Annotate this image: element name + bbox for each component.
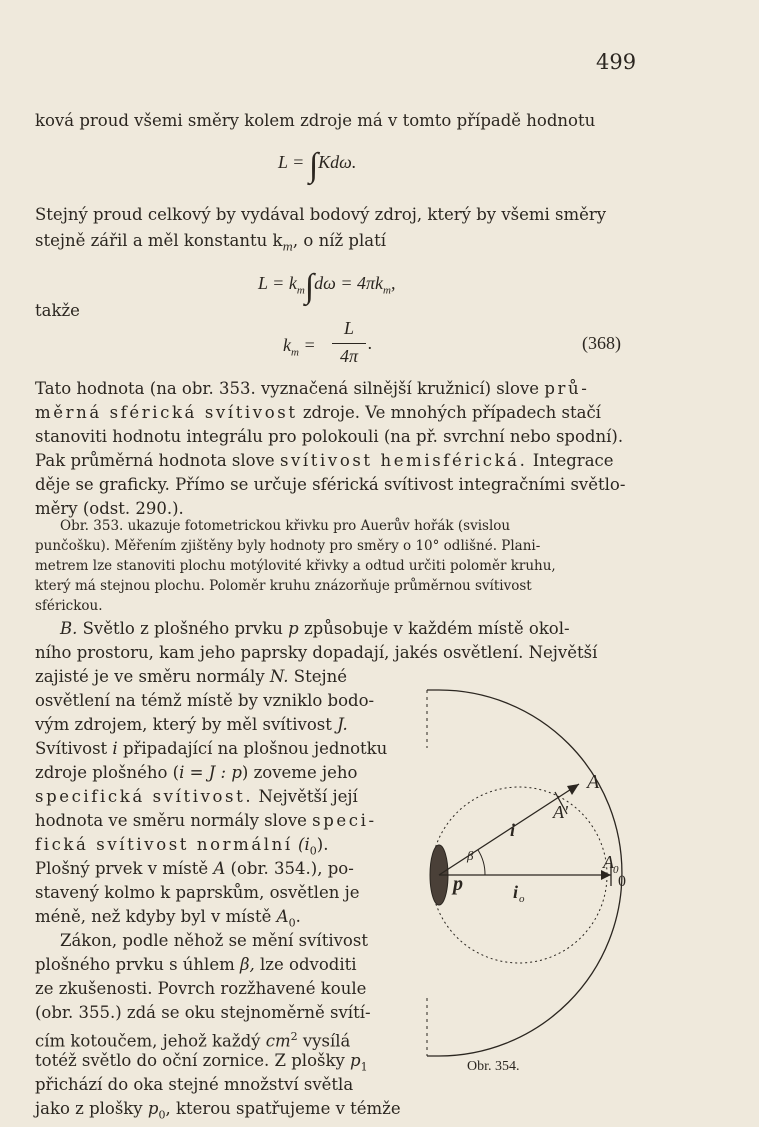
eq1-right: Kdω. (318, 152, 357, 172)
equation-number: (368) (582, 333, 621, 353)
math-var: J. (337, 715, 348, 734)
text-span: vým zdrojem, který by měl svítivost (35, 715, 332, 734)
math-var: N. (269, 667, 289, 686)
subscript: 0 (288, 916, 296, 930)
text-line: ková proud všemi směry kolem zdroje má v tomto případě hodnotu (35, 111, 596, 130)
eq2-end: , (390, 273, 396, 293)
text-line: Stejný proud celkový by vydával bodový zdroj, který by všemi směry (35, 205, 607, 224)
text-span: ). (316, 835, 329, 854)
caption-line: punčošku). Měřením zjištěny byly hodnoty pro směry o 10° odlišné. Plani- (35, 538, 541, 554)
equals: = (298, 335, 316, 355)
text-line (35, 401, 601, 425)
text-line (35, 785, 358, 809)
subscript: m (291, 346, 299, 359)
caption-line: který má stejnou plochu. Poloměr kruhu znázorňuje průměrnou svítivost (35, 578, 532, 594)
text-span: Pak průměrná hodnota slove (35, 451, 275, 470)
math-var: i (112, 739, 118, 758)
text-line (35, 449, 614, 473)
spaced-term: speci- (312, 811, 377, 830)
arrowhead (567, 784, 579, 795)
spaced-term: prů- (544, 379, 590, 398)
math-var: (i (298, 835, 310, 854)
text-line (35, 761, 357, 785)
eq2-left: L = k (258, 273, 297, 293)
fraction-denominator: 4π (339, 346, 359, 366)
caption-line: Obr. 353. ukazuje fotometrickou křivku pro Auerův hořák (svislou (60, 518, 511, 534)
math-expr: i = J : p (179, 763, 242, 782)
text-span: . (295, 907, 301, 926)
text-span: hodnota ve směru normály slove (35, 811, 307, 830)
fraction-bar (332, 343, 366, 344)
math-var: A (276, 907, 289, 926)
integral-sign: ∫ (308, 147, 319, 184)
section-letter: B. (60, 619, 78, 638)
eq3-left: k (283, 335, 291, 355)
text-span: Svítivost (35, 739, 108, 758)
spaced-term: svítivost hemisférická. (279, 451, 528, 470)
text-line: děje se graficky. Přímo se určuje sférická svítivost integračními světlo- (35, 475, 626, 494)
text-span: lze odvoditi (260, 955, 357, 974)
text-span: jako z plošky (35, 1099, 143, 1118)
text-span: stejně zářil a měl konstantu k (35, 231, 283, 250)
text-span: méně, než kdyby byl v místě (35, 907, 272, 926)
math-var: p (147, 1099, 159, 1118)
label-A: A (587, 771, 600, 793)
text-line: (obr. 355.) zdá se oku stejnoměrně svítí- (35, 1003, 371, 1022)
subscript: 1 (360, 1060, 368, 1074)
caption-line: metrem lze stanoviti plochu motýlovité křivky a odtud určiti poloměr kruhu, (35, 558, 556, 574)
label-beta: β (467, 848, 474, 863)
label-i0-sub: o (519, 893, 525, 905)
text-line: ního prostoru, kam jeho paprsky dopadají, jakés osvětlení. Největší (35, 643, 598, 662)
subscript: 0 (158, 1108, 166, 1122)
caption-line: sférickou. (35, 598, 103, 614)
math-var: p (288, 619, 299, 638)
text-span: Stejné (293, 667, 348, 686)
label-zero: 0 (618, 873, 626, 890)
angle-arc (478, 850, 485, 875)
subscript: m (296, 284, 305, 297)
text-line (60, 617, 570, 641)
label-p: p (453, 873, 463, 895)
text-line (35, 857, 354, 881)
text-line: takže (35, 301, 80, 320)
math-var: cm (265, 1031, 291, 1051)
text-span: cím kotoučem, jehož každý (35, 1031, 261, 1051)
subscript: m (382, 284, 391, 297)
text-span: připadající na plošnou jednotku (122, 739, 388, 758)
text-span: zdroje. Ve mnohých případech stačí (302, 403, 601, 422)
text-line: Zákon, podle něhož se mění svítivost (60, 931, 368, 950)
label-i: i (510, 820, 516, 840)
label-A0: A (603, 852, 614, 872)
eq1-left: L = (278, 152, 309, 172)
spaced-term: měrná sférická svítivost (35, 403, 298, 422)
figure-354 (415, 678, 655, 1078)
text-span: Integrace (532, 451, 614, 470)
text-line (35, 229, 386, 259)
text-line (35, 377, 589, 401)
text-line (35, 737, 387, 761)
text-span: plošného prvku s úhlem (35, 955, 235, 974)
subscript: 0 (309, 844, 317, 858)
eq3-dot: . (368, 333, 373, 353)
spaced-term: fická svítivost normální (35, 835, 293, 854)
text-line: přichází do oka stejné množství světla (35, 1075, 354, 1094)
label-A-prime: A' (553, 802, 568, 822)
text-span: (obr. 354.), po- (230, 859, 354, 878)
text-line: osvětlení na témž místě by vzniklo bodo- (35, 691, 375, 710)
text-span: ) zoveme jeho (241, 763, 358, 782)
math-var: p (350, 1051, 361, 1070)
text-span: totéž světlo do oční zornice. Z plošky (35, 1051, 345, 1070)
text-line (35, 713, 348, 737)
text-line: stanoviti hodnotu integrálu pro polokouli (na př. svrchní nebo spodní). (35, 427, 624, 446)
integral-sign: ∫ (304, 268, 315, 305)
math-var: β, (239, 955, 255, 974)
text-span: vysílá (302, 1031, 351, 1051)
fraction-numerator: L (343, 318, 354, 338)
text-line (35, 665, 347, 689)
text-line (35, 809, 377, 833)
equation-1 (278, 147, 356, 185)
equation-3 (283, 335, 316, 359)
text-span: zdroje plošného ( (35, 763, 180, 782)
figure-caption: Obr. 354. (467, 1059, 520, 1074)
math-var: A (213, 859, 226, 878)
subscript: m (282, 240, 293, 254)
label-i0: i (513, 882, 519, 902)
superscript: 2 (290, 1030, 298, 1043)
text-span: způsobuje v každém místě okol- (303, 619, 570, 638)
text-span: Světlo z plošného prvku (82, 619, 283, 638)
page-number: 499 (596, 50, 637, 74)
eq2-right: dω = 4πk (314, 273, 383, 293)
equation-2 (258, 268, 395, 306)
text-line: ze zkušenosti. Povrch rozžhavené koule (35, 979, 367, 998)
text-line (35, 953, 357, 977)
text-line: měry (odst. 290.). (35, 499, 184, 518)
text-span: zajisté je ve směru normály (35, 667, 265, 686)
text-line: stavený kolmo k paprskům, osvětlen je (35, 883, 360, 902)
text-span: Největší její (258, 787, 358, 806)
text-span: Plošný prvek v místě (35, 859, 209, 878)
label-A0-sub: 0 (613, 864, 619, 876)
text-span: , kterou spatřujeme v témže (165, 1099, 401, 1118)
text-span: , o níž platí (292, 231, 387, 250)
spaced-term: specifická svítivost. (35, 787, 254, 806)
text-line (35, 1097, 401, 1127)
text-span: Tato hodnota (na obr. 353. vyznačená silnější kružnicí) slove (35, 379, 540, 398)
